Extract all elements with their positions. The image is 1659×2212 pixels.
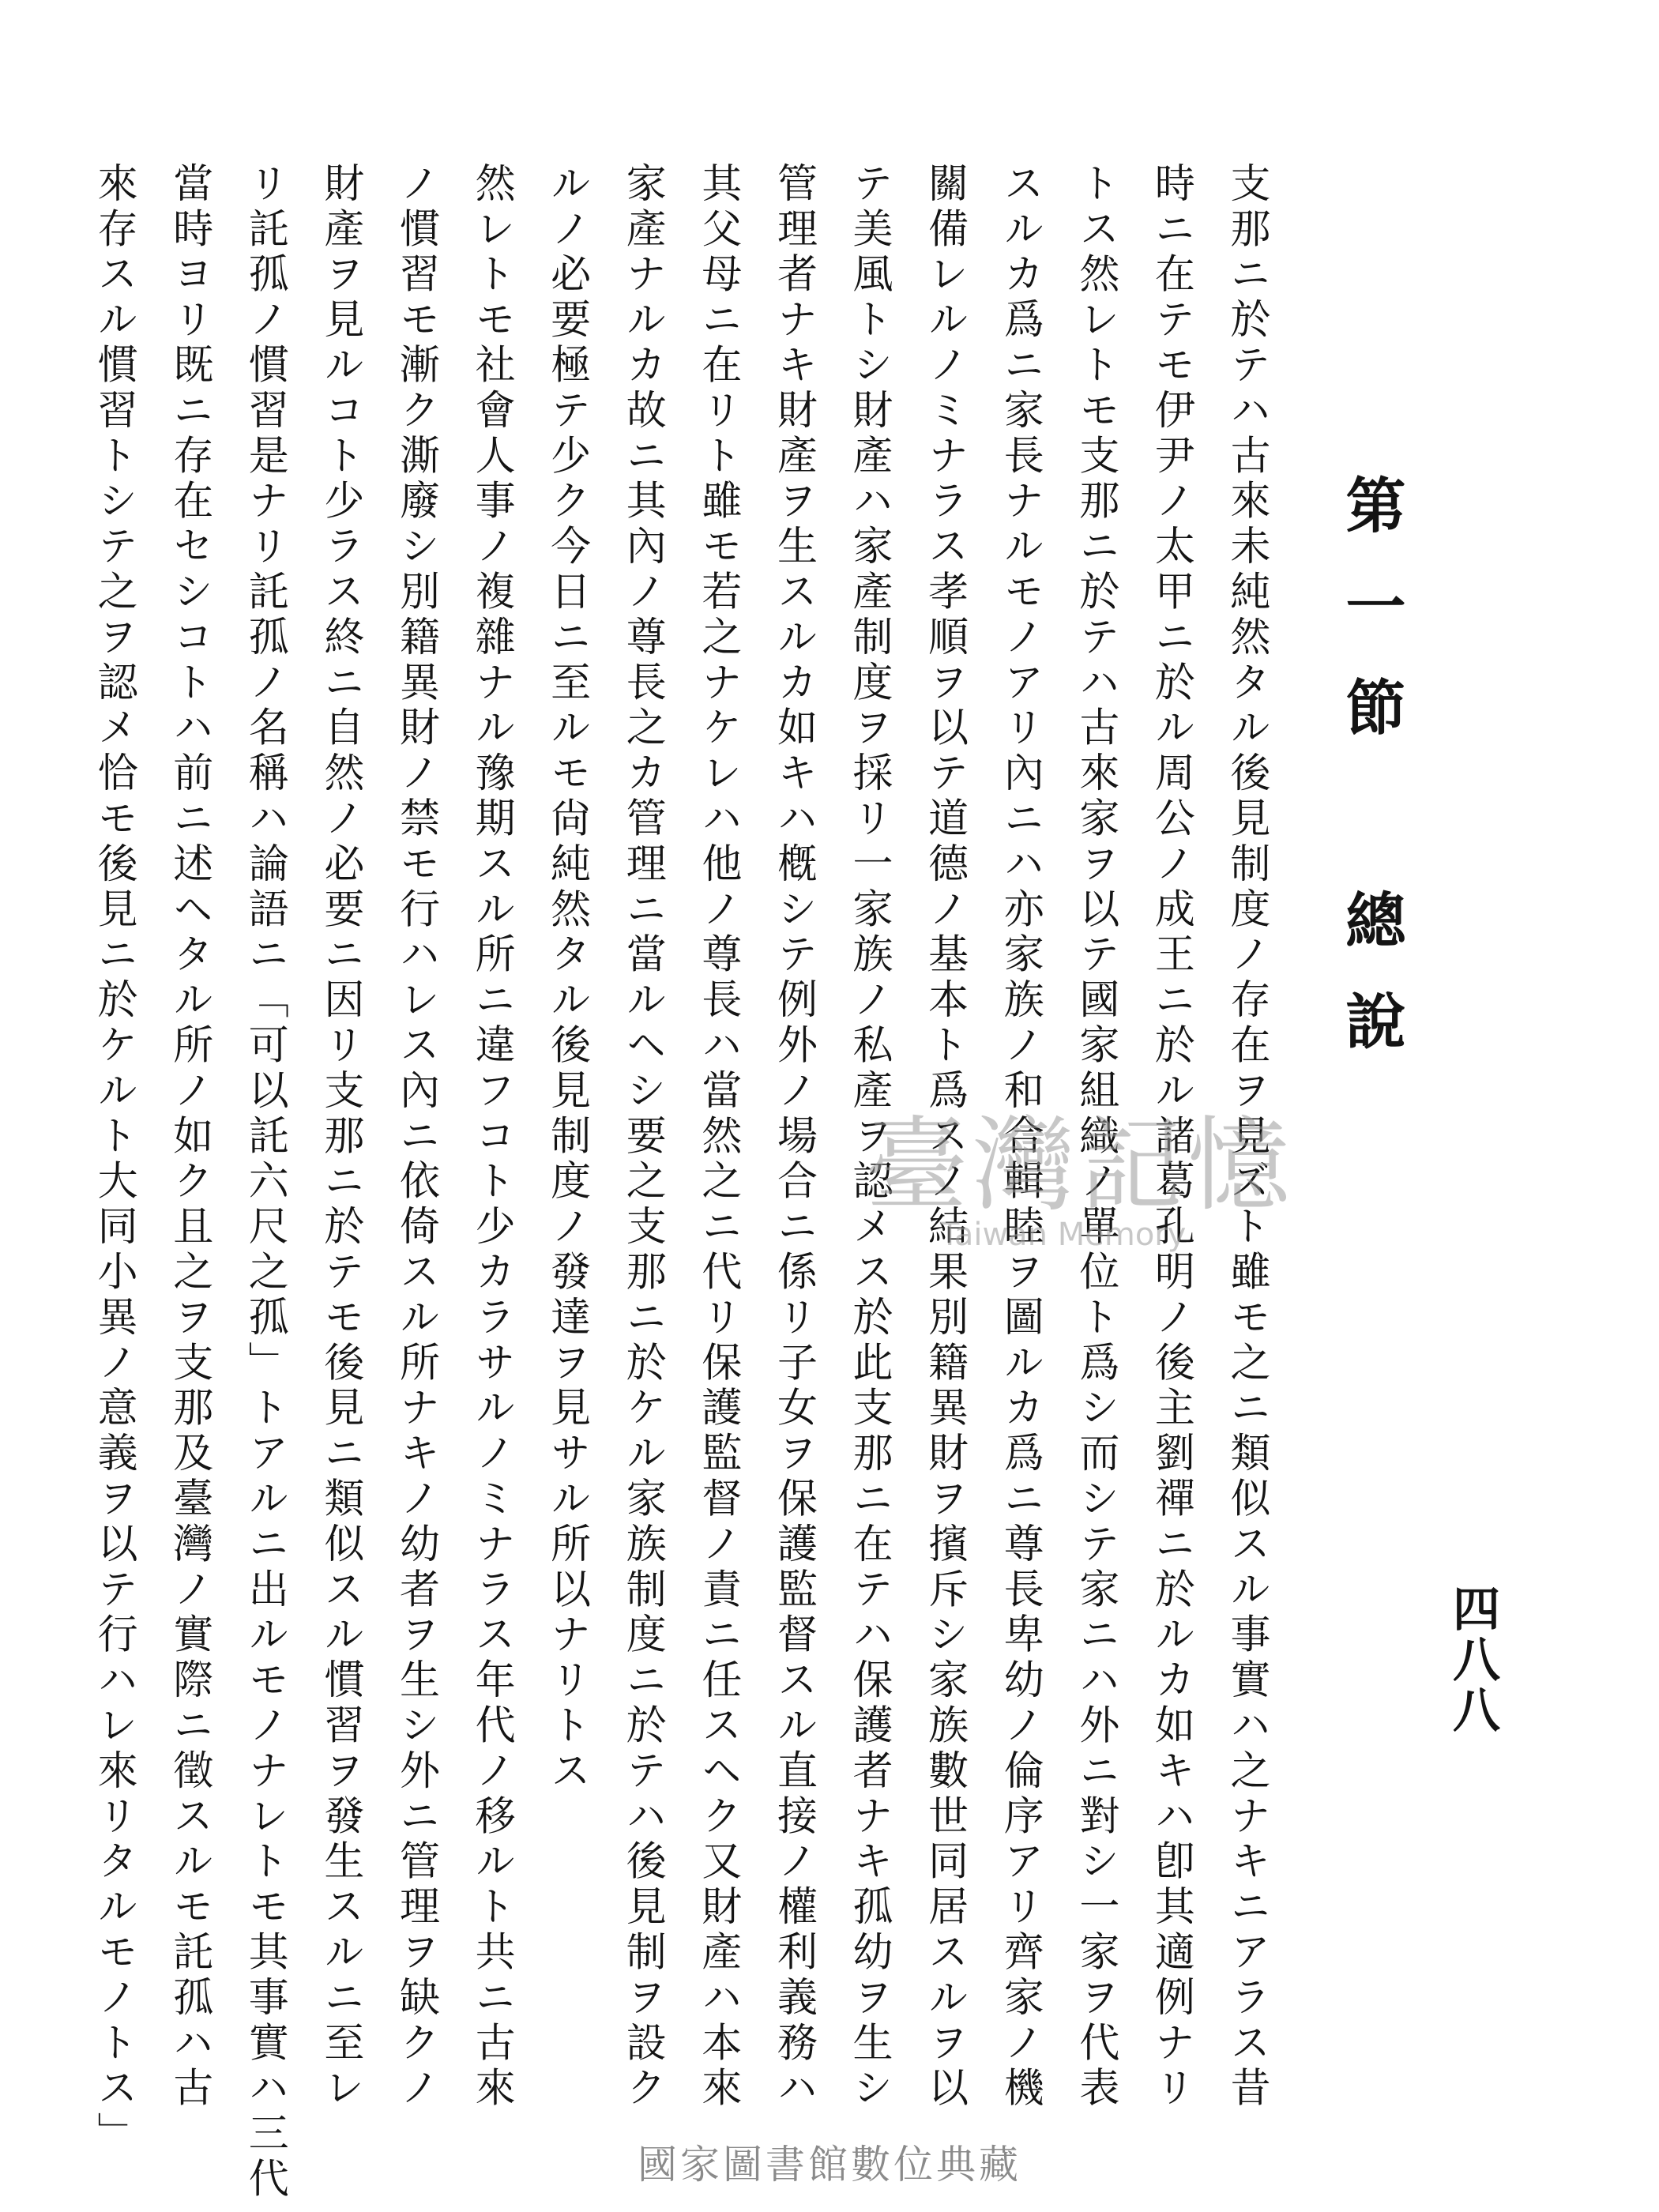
- footer-credit: 國家圖書館數位典藏: [638, 2142, 1021, 2188]
- watermark-english: Taiwan Memory: [940, 1217, 1187, 1253]
- text-column: 財產ヲ見ルコト少ラス終ニ自然ノ必要ニ因リ支那ニ於テモ後見ニ類似スル慣習ヲ發生スルニ至レ: [316, 162, 363, 2112]
- text-column: 關備レルノミナラス孝順ヲ以テ道德ノ基本ト爲スノ結果別籍異財ヲ擯斥シ家族數世同居スルヲ以: [920, 162, 968, 2112]
- text-column: 當時ヨリ既ニ存在セシコトハ前ニ述ヘタル所ノ如ク且之ヲ支那及臺灣ノ實際ニ徵スルモ託孤ハ古: [165, 162, 213, 2112]
- text-column: 家產ナルカ故ニ其內ノ尊長之カ管理ニ當ルヘシ要之支那ニ於ケル家族制度ニ於テハ後見制ヲ設ク: [619, 162, 666, 2112]
- text-column: 其父母ニ在リト雖モ若之ナケレハ他ノ尊長ハ當然之ニ代リ保護監督ノ責ニ任スヘク又財產ハ本來: [694, 162, 741, 2112]
- text-column: トス然レトモ支那ニ於テハ古來家ヲ以テ國家組織ノ單位ト爲シ而シテ家ニハ外ニ對シ一家ヲ代表: [1071, 162, 1119, 2112]
- text-column: 然レトモ社會人事ノ複雜ナル豫期スル所ニ違フコト少カラサルノミナラス年代ノ移ルト共ニ古來: [468, 162, 515, 2112]
- watermark-glyphs: 臺灣記憶: [865, 1105, 1296, 1225]
- text-column: 來存スル慣習トシテ之ヲ認メ恰モ後見ニ於ケルト大同小異ノ意義ヲ以テ行ハレ來リタルモノトス」: [90, 162, 137, 2157]
- text-column: ルノ必要極テ少ク今日ニ至ルモ尙純然タル後見制度ノ發達ヲ見サル所以ナリトス: [543, 162, 590, 1795]
- text-column: リ託孤ノ慣習是ナリ託孤ノ名稱ハ論語ニ「可以託六尺之孤」トアルニ出ルモノナレトモ其事實ハ三代: [241, 162, 288, 2203]
- text-column: テ美風トシ財產ハ家產制度ヲ採リ一家族ノ私產ヲ認メス於此支那ニ在テハ保護者ナキ孤幼ヲ生シ: [845, 162, 893, 2112]
- text-column: ノ慣習モ漸ク澌廢シ別籍異財ノ禁モ行ハレス內ニ依倚スル所ナキノ幼者ヲ生シ外ニ管理ヲ缺クノ: [392, 162, 439, 2112]
- text-column: 支那ニ於テハ古來未純然タル後見制度ノ存在ヲ見ズト雖モ之ニ類似スル事實ハ之ナキニアラス昔: [1223, 162, 1270, 2112]
- text-column: 管理者ナキ財產ヲ生スルカ如キハ槪シテ例外ノ場合ニ係リ子女ヲ保護監督スル直接ノ權利義務ハ: [769, 162, 817, 2112]
- text-column: 時ニ在テモ伊尹ノ太甲ニ於ル周公ノ成王ニ於ル諸葛孔明ノ後主劉禪ニ於ルカ如キハ卽其適例ナリ: [1147, 162, 1194, 2112]
- text-column: スルカ爲ニ家長ナルモノアリ內ニハ亦家族ノ和合輯睦ヲ圖ルカ爲ニ尊長卑幼ノ倫序アリ齊家ノ機: [996, 162, 1044, 2112]
- page-number: 四八八: [1445, 1584, 1500, 1736]
- section-title: 第一節 總說: [1336, 474, 1406, 1091]
